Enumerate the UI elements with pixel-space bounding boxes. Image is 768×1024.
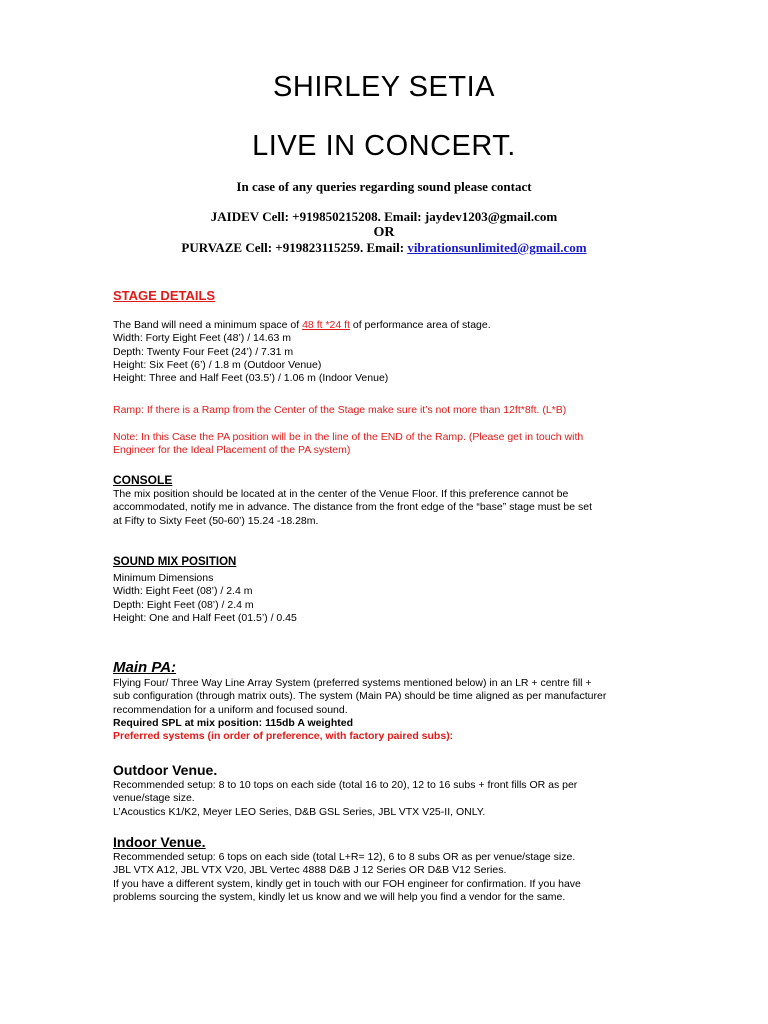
stage-height-indoor: Height: Three and Half Feet (03.5’) / 1.06 m (Indoor Venue) bbox=[113, 372, 389, 385]
indoor-venue-heading: Indoor Venue. bbox=[113, 834, 206, 850]
sound-mix-body: Minimum Dimensions Width: Eight Feet (08’) / 2.4 m Depth: Eight Feet (08’) / 2.4 m Height: One and Half Feet (01.5’) / 0.45 bbox=[113, 572, 297, 624]
stage-space-value: 48 ft *24 ft bbox=[302, 319, 350, 331]
required-spl: Required SPL at mix position: 115db A weighted bbox=[113, 716, 353, 729]
console-body: The mix position should be located at in the center of the Venue Floor. If this preference cannot be accommodated, notify me in advance. The distance from the front edge of the “base” stage must be set at Fifty to Sixty Feet (50-60’) 15.24 -18.28m. bbox=[113, 488, 592, 527]
console-heading: CONSOLE bbox=[113, 473, 173, 487]
preferred-systems: Preferred systems (in order of preference, with factory paired subs): bbox=[113, 730, 454, 743]
outdoor-venue-heading: Outdoor Venue. bbox=[113, 762, 218, 778]
contact-intro: In case of any queries regarding sound please contact bbox=[236, 179, 532, 194]
sound-mix-heading: SOUND MIX POSITION bbox=[113, 556, 237, 568]
pa-note: Note: In this Case the PA position will be in the line of the END of the Ramp. (Please get in touch with Engineer for the Ideal Placement of the PA system) bbox=[113, 431, 584, 457]
contact-purvaze-text: PURVAZE Cell: +919823115259. Email: bbox=[181, 240, 408, 255]
ramp-note: Ramp: If there is a Ramp from the Center of the Stage make sure it’s not more than 12ft*8ft. (L*B) bbox=[113, 404, 567, 416]
stage-width: Width: Forty Eight Feet (48’) / 14.63 m bbox=[113, 332, 291, 345]
contact-jaidev: JAIDEV Cell: +919850215208. Email: jaydev1203@gmail.com bbox=[210, 209, 558, 224]
contact-purvaze bbox=[0, 240, 768, 256]
artist-title: SHIRLEY SETIA bbox=[273, 71, 495, 103]
stage-space-line: The Band will need a minimum space of 48 ft *24 ft of performance area of stage. bbox=[113, 319, 491, 331]
stage-depth: Depth: Twenty Four Feet (24’) / 7.31 m bbox=[113, 345, 294, 358]
indoor-venue-body: Recommended setup: 6 tops on each side (total L+R= 12), 6 to 8 subs OR as per venue/stage size. JBL VTX A12, JBL VTX V20, JBL Vertec 4888 D&B J 12 Series OR D&B V12 Series. If you have a different system, kindly get in touch with our FOH engineer for confirmation. If you have problems sourcing the system, kindly let us know and we will help you find a vendor for the same. bbox=[113, 851, 581, 903]
email-link[interactable]: vibrationsunlimited@gmail.com bbox=[407, 240, 587, 255]
outdoor-venue-body: Recommended setup: 8 to 10 tops on each side (total 16 to 20), 12 to 16 subs + front fills OR as per venue/stage size. L’Acoustics K1/K2, Meyer LEO Series, D&B GSL Series, JBL VTX V25-II, ONLY. bbox=[113, 779, 578, 818]
main-pa-heading: Main PA: bbox=[113, 659, 177, 676]
main-pa-body: Flying Four/ Three Way Line Array System (preferred systems mentioned below) in an LR + centre fill + sub configuration (through matrix outs). The system (Main PA) should be time aligned as per manufacturer recommendation for a uniform and focused sound. Required SPL at mix position: 115db A weighted Preferred systems (in order of preference, with factory paired subs): bbox=[113, 677, 693, 743]
stage-height-outdoor: Height: Six Feet (6’) / 1.8 m (Outdoor Venue) bbox=[113, 358, 322, 371]
contact-or: OR bbox=[373, 225, 395, 240]
event-title: LIVE IN CONCERT. bbox=[252, 130, 516, 162]
stage-details-heading: STAGE DETAILS bbox=[113, 288, 216, 303]
stage-details-body bbox=[113, 319, 693, 385]
